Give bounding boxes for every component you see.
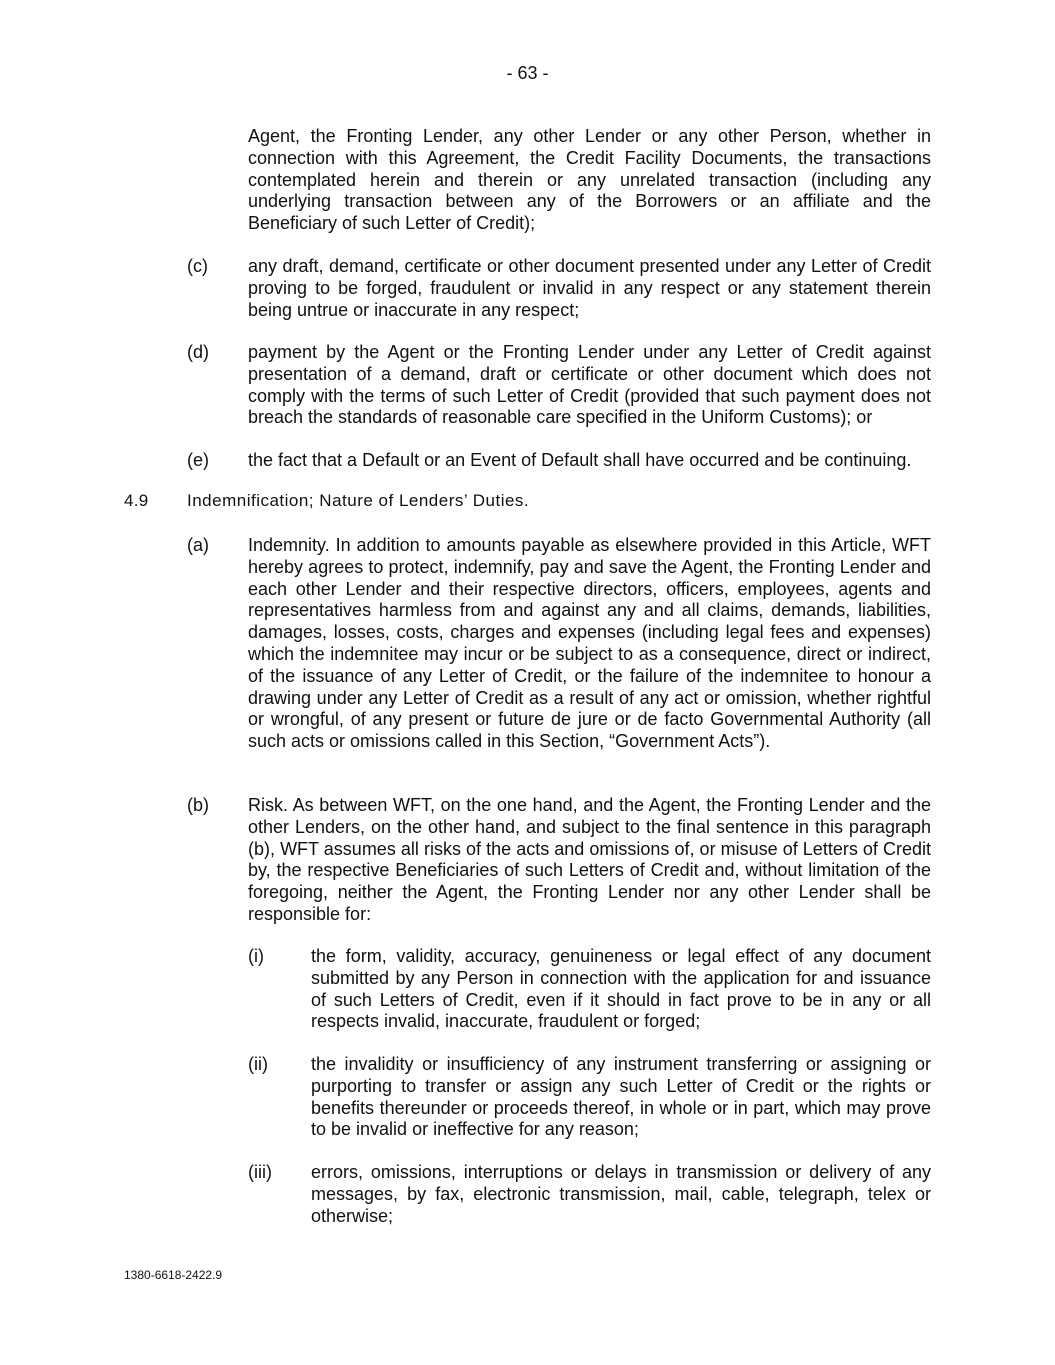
section-title: Indemnification; Nature of Lenders’ Duties. xyxy=(187,491,530,510)
subitem-label-i: (i) xyxy=(248,946,264,966)
subitem-label-ii: (ii) xyxy=(248,1054,268,1074)
subsection-text-b: Risk. As between WFT, on the one hand, and the Agent, the Fronting Lender and the other Lenders, on the other hand, and subject to the final sentence in this paragraph (b), WFT assumes all risks of the acts and omissions of, or misuse of Letters of Credit by, the respective Beneficiaries of such Letters of Credit and, without limitation of the foregoing, neither the Agent, the Fronting Lender nor any other Lender shall be responsible for: xyxy=(248,795,931,924)
item-label-c: (c) xyxy=(187,256,208,276)
continuation-paragraph: Agent, the Fronting Lender, any other Lender or any other Person, whether in connection with this Agreement, the Credit Facility Documents, the transactions contemplated herein and therein or any unrelated transaction (including any underlying transaction between any of the Borrowers or an affiliate and the Beneficiary of such Letter of Credit); xyxy=(248,126,931,234)
subsection-label-a: (a) xyxy=(187,535,209,555)
item-label-d: (d) xyxy=(187,342,209,362)
item-label-e: (e) xyxy=(187,450,209,470)
item-text-e: the fact that a Default or an Event of Default shall have occurred and be continuing. xyxy=(248,450,912,470)
subitem-text-i: the form, validity, accuracy, genuineness or legal effect of any document submitted by any Person in connection with the application for and issuance of such Letters of Credit, even if it should in fact prove to be in any or all respects invalid, inaccurate, fraudulent or forged; xyxy=(311,946,931,1032)
section-number: 4.9 xyxy=(124,491,149,510)
page-number: - 63 - xyxy=(506,63,549,83)
document-id-footer: 1380-6618-2422.9 xyxy=(124,1268,223,1282)
subitem-label-iii: (iii) xyxy=(248,1162,272,1182)
subitem-text-ii: the invalidity or insufficiency of any instrument transferring or assigning or purporting to transfer or assign any such Letter of Credit or the rights or benefits thereunder or proceeds thereof, in whole or in part, which may prove to be invalid or ineffective for any reason; xyxy=(311,1054,931,1140)
subitem-text-iii: errors, omissions, interruptions or delays in transmission or delivery of any messages, by fax, electronic transmission, mail, cable, telegraph, telex or otherwise; xyxy=(311,1162,931,1226)
subsection-text-a: Indemnity. In addition to amounts payable as elsewhere provided in this Article, WFT hereby agrees to protect, indemnify, pay and save the Agent, the Fronting Lender and each other Lender and their respective directors, officers, employees, agents and representatives harmless from and against any and all claims, demands, liabilities, damages, losses, costs, charges and expenses (including legal fees and expenses) which the indemnitee may incur or be subject to as a consequence, direct or indirect, of the issuance of any Letter of Credit, or the failure of the indemnitee to honour a drawing under any Letter of Credit as a result of any act or omission, whether rightful or wrongful, of any present or future de jure or de facto Governmental Authority (all such acts or omissions called in this Section, “Government Acts”). xyxy=(248,535,931,752)
item-text-d: payment by the Agent or the Fronting Lender under any Letter of Credit against presentation of a demand, draft or certificate or other document which does not comply with the terms of such Letter of Credit (provided that such payment does not breach the standards of reasonable care specified in the Uniform Customs); or xyxy=(248,342,931,428)
item-text-c: any draft, demand, certificate or other document presented under any Letter of Credit proving to be forged, fraudulent or invalid in any respect or any statement therein being untrue or inaccurate in any respect; xyxy=(248,256,931,320)
subsection-label-b: (b) xyxy=(187,795,209,815)
